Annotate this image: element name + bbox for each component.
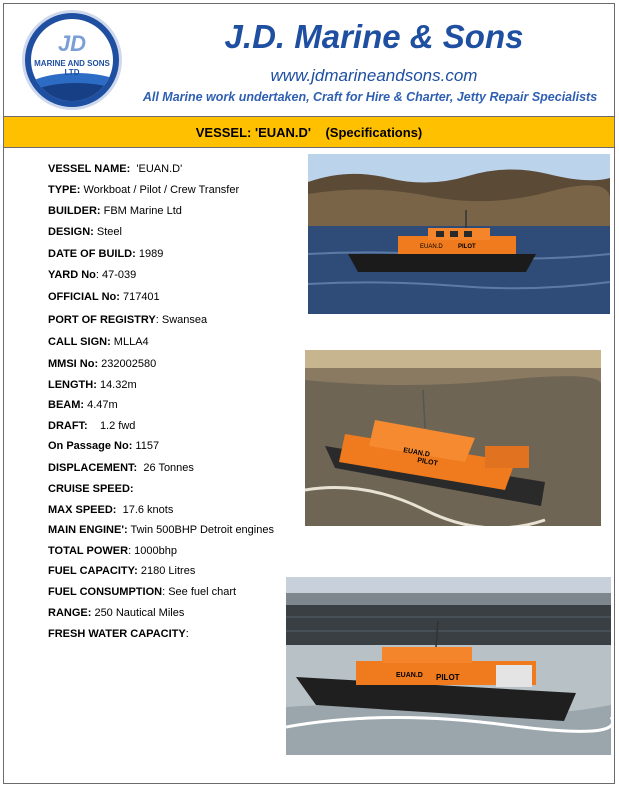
spec-row: FRESH WATER CAPACITY: [48, 628, 189, 640]
boat-photo-2 [305, 350, 601, 526]
logo-text: MARINE AND SONS LTD [34, 59, 110, 77]
spec-row: On Passage No: 1157 [48, 440, 160, 452]
spec-row: FUEL CAPACITY: 2180 Litres [48, 565, 196, 577]
spec-row: BUILDER: FBM Marine Ltd [48, 205, 182, 217]
boat-name-label: EUAN.D [396, 672, 423, 679]
boat-pilot-label: PILOT [458, 244, 476, 250]
boat-pilot-label: PILOT [436, 673, 460, 682]
boat-photo-3 [286, 577, 611, 755]
spec-row: MAX SPEED: 17.6 knots [48, 504, 174, 516]
company-tagline: All Marine work undertaken, Craft for Hire & Charter, Jetty Repair Specialists [142, 90, 598, 104]
spec-row: TOTAL POWER: 1000bhp [48, 545, 177, 557]
spec-row: LENGTH: 14.32m [48, 379, 137, 391]
spec-row: FUEL CONSUMPTION: See fuel chart [48, 586, 237, 598]
spec-row: TYPE: Workboat / Pilot / Crew Transfer [48, 184, 240, 196]
spec-row: CRUISE SPEED: [48, 483, 134, 495]
spec-row: BEAM: 4.47m [48, 399, 118, 411]
spec-row: DATE OF BUILD: 1989 [48, 248, 164, 260]
spec-row: MAIN ENGINE': Twin 500BHP Detroit engines [48, 524, 274, 536]
company-website[interactable]: www.jdmarineandsons.com [270, 66, 478, 85]
spec-row: DESIGN: Steel [48, 226, 122, 238]
spec-row: CALL SIGN: MLLA4 [48, 336, 149, 348]
spec-row: VESSEL NAME: 'EUAN.D' [48, 163, 183, 175]
spec-row: DISPLACEMENT: 26 Tonnes [48, 462, 194, 474]
boat-pilot-label: PILOT [416, 457, 439, 468]
vessel-banner [4, 116, 614, 148]
spec-row: PORT OF REGISTRY: Swansea [48, 314, 208, 326]
vessel-banner-text: VESSEL: 'EUAN.D' (Specifications) [195, 124, 423, 140]
spec-sheet [3, 3, 615, 784]
company-title: J.D. Marine & Sons [224, 18, 524, 55]
spec-row: RANGE: 250 Nautical Miles [48, 607, 185, 619]
spec-row: MMSI No: 232002580 [48, 358, 157, 370]
boat-photo-1 [308, 154, 610, 314]
logo-monogram: JD [57, 31, 87, 56]
boat-name-label: EUAN.D [420, 244, 443, 250]
boat-name-label: EUAN.D [402, 447, 431, 459]
company-logo [22, 10, 122, 110]
spec-row: YARD No: 47-039 [48, 269, 137, 281]
spec-row: DRAFT: 1.2 fwd [48, 420, 136, 432]
spec-row: OFFICIAL No: 717401 [48, 291, 160, 303]
